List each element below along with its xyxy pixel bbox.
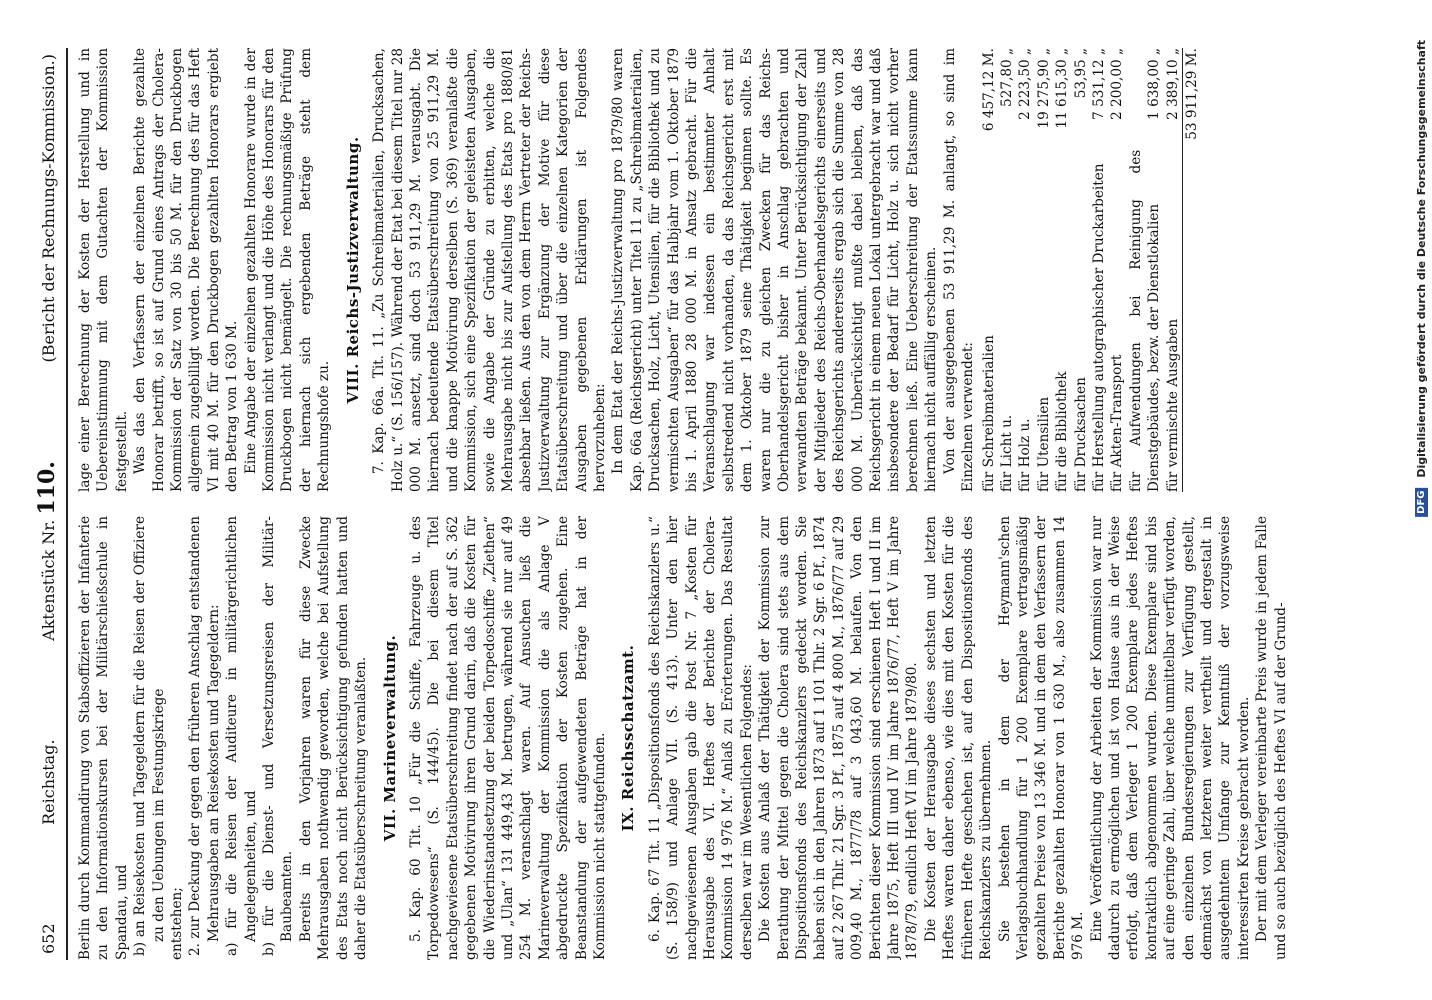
total-row: [1182, 48, 1201, 492]
section-heading: IX. Reichsschatzamt.: [619, 644, 638, 832]
side-credit: [1415, 40, 1428, 517]
row-value: 1 638,00 „: [1146, 48, 1163, 120]
row-label: für Drucksachen: [1072, 377, 1089, 492]
paragraph: Der mit dem Verleger vereinbarte Preis wurde in jedem Falle und so auch bezüglich des Heftes VI auf der Grund-: [1254, 516, 1289, 960]
header-left: Reichstag.: [39, 739, 58, 825]
total-spacer: [1182, 150, 1201, 492]
header-right: (Bericht der Rechnungs-Kommission.): [39, 54, 58, 363]
row-value: 53,95 „: [1072, 48, 1089, 99]
row-value: 2 223,50 „: [1017, 48, 1034, 120]
paragraph: Berlin durch Kommandirung von Stabsoffizieren der Infanterie zu den Informationskursen bei der Militärschießschule in Spandau, und: [77, 516, 130, 960]
paragraph: Die Kosten aus Anlaß der Thätigkeit der Kommission zur Berathung der Mittel gegen die Cholera sind stets aus dem Dispositionsfonds des Reichskanzlers gedeckt worden. Sie haben sich in den Jahren 1873 auf 1 101 Thlr. 2 Sgr. 6 Pf., 1874 auf 2 267 Thlr. 21 Sgr. 3 Pf., 1875 auf 4 800 M., 1876/77 auf 29 009,40 M., 1877/78 auf 3 043,60 M. belaufen. Von den Berichten dieser Kommission sind erschienen Heft I und II im Jahre 1875, Heft III und IV im Jahre 1876/77, Heft V im Jahre 1878/79, endlich Heft VI im Jahre 1879/80.: [757, 516, 921, 960]
right-column: [76, 48, 1376, 492]
table-row: [1016, 48, 1034, 492]
credit-text: Digitalisierung gefördert durch die Deutsche Forschungsgemeinschaft: [1415, 40, 1428, 478]
paragraph: Eine Angabe der einzelnen gezahlten Honorare wurde in der Kommission nicht verlangt und die Höhe des Honorars für den Druckbogen nicht bemängelt. Die rechnungsmäßige Prüfung der hiernach sich ergebenden Beträge steht dem Rechnungshofe zu.: [242, 48, 333, 492]
row-label: für vermischte Ausgaben: [1164, 318, 1181, 492]
row-label: für die Bibliothek: [1054, 371, 1071, 492]
paragraph: Sie bestehen in dem der Heymann'schen Verlagsbuchhandlung für 1 200 Exemplare vertragsmäßig gezahlten Preise von 13 346 M. und in dem den Verfassern der Berichte gezahlten Honorar von 1 630 M., also zusammen 14 976 M.: [996, 516, 1087, 960]
paragraph: Von der ausgegebenen 53 911,29 M. anlangt, so sind im Einzelnen verwendet:: [941, 48, 977, 492]
row-value: 7 531,12 „: [1090, 48, 1107, 120]
list-item: b) an Reisekosten und Tagegeldern für die Reisen der Offiziere zu den Uebungen im Festungskriege: [132, 516, 167, 956]
header-center-number: 110.: [34, 461, 60, 515]
table-row: [1127, 48, 1164, 492]
row-label: für Schreibmaterialien: [980, 335, 997, 492]
row-label: für Licht u.: [998, 414, 1015, 492]
table-row: [1164, 48, 1183, 492]
section-heading: VIII. Reichs-Justizverwaltung.: [343, 136, 362, 404]
paragraph: Eine Veröffentlichung der Arbeiten der Kommission war nur dadurch zu ermöglichen und ist von Hause aus in der Weise erfolgt, daß dem Verleger 1 200 Exemplare jedes Heftes kontraktlich abgenommen wurden. Diese Exemplare sind bis auf eine geringe Zahl, über welche unmittelbar verfügt worden, den einzelnen Bundesregierungen zur Verfügung gestellt, demnächst von letzteren weiter vertheilt und dergestalt in ausgedehntem Umfange zur Kenntniß der vorzugsweise interessirten Kreise gebracht worden.: [1088, 516, 1252, 960]
page-number: 652: [39, 923, 58, 954]
paragraph: Die Kosten der Herausgabe dieses sechsten und letzten Heftes waren daher ebenso, wie dies mit den Kosten für die früheren Hefte geschehen ist, auf den Dispositionsfonds des Reichskanzlers zu übernehmen.: [922, 516, 995, 960]
table-row: [1108, 48, 1126, 492]
table-row: [980, 48, 998, 492]
row-label: für Holz u.: [1017, 418, 1034, 492]
list-item: b) für die Dienst- und Versetzungsreisen der Militär-Baubeamten.: [261, 516, 296, 956]
paragraph: Was das den Verfassern der einzelnen Berichte gezahlte Honorar betrifft, so ist auf Grund eines Antrags der Cholera-Kommission der Satz von 30 bis 50 M. für den Druckbogen allgemein zugebilligt worden. Die Berechnung des für das Heft VI mit 40 M. für den Druckbogen gezahlten Honorars ergiebt den Betrag von 1 630 M.: [132, 48, 241, 492]
row-value: 2 200,00 „: [1109, 48, 1126, 120]
table-row: [1035, 48, 1053, 492]
paragraph: 5. Kap. 60 Tit. 10 „Für die Schiffe, Fahrzeuge u. des Torpedowesens“ (S. 144/45). Die bei diesem Titel nachgewiesene Etatsüberschreitung findet nach der auf S. 362 gegebenen Motivirung ihren Grund darin, daß die Kosten für die Wiederinstandsetzung der beiden Torpedoschiffe „Ziethen“ und „Ulan“ 131 449,43 M. betrugen, während sie nur auf 49 254 M. veranschlagt waren. Auf Ansuchen ließ die Marineverwaltung der Kommission die als Anlage V abgedruckte Spezifikation der Kosten zugehen. Eine Beanstandung der aufgewendeten Beträge hat in der Kommission nicht stattgefunden.: [407, 516, 608, 960]
paragraph: entstehen;: [169, 887, 186, 960]
table-row: [1072, 48, 1090, 492]
section-heading: VII. Marineverwaltung.: [380, 634, 399, 842]
header-center-label: Aktenstück Nr.: [39, 519, 58, 641]
row-label: für Herstellung autographischer Druckarbeiten: [1090, 163, 1107, 492]
row-label: für Aufwendungen bei Reinigung des Dienstgebäudes, bezw. der Dienstlokalien: [1127, 149, 1163, 492]
row-value: 11 615,30 „: [1054, 48, 1071, 129]
list-item: 2. zur Deckung der gegen den früheren Anschlag entstandenen Mehrausgaben an Reisekosten und Tagegeldern:: [187, 516, 222, 956]
running-head: [34, 48, 68, 960]
paragraph: lage einer Berechnung der Kosten der Herstellung und in Uebereinstimmung mit dem Gutachten der Kommission festgestellt.: [77, 48, 130, 492]
table-row: [1090, 48, 1108, 492]
row-label: für Utensilien: [1035, 396, 1052, 492]
header-center: [34, 461, 60, 641]
paragraph: 6. Kap. 67 Tit. 11 „Dispositionsfonds des Reichskanzlers u.“ (S. 158/9) und Anlage VII. (S. 413). Unter den hier nachgewiesenen Ausgaben gab die Post Nr. 7 „Kosten für Herausgabe des VI. Heftes der Berichte der Cholera-Kommission 14 976 M.“ Anlaß zu Erörterungen. Das Resultat derselben war im Wesentlichen Folgendes:: [646, 516, 755, 960]
expense-table: [980, 48, 1202, 492]
left-column: [76, 516, 1376, 960]
paragraph: Bereits in den Vorjahren waren für diese Zwecke Mehrausgaben nothwendig geworden, welche bei Aufstellung des Etats noch nicht Berücksichtigung gefunden hatten und daher die Etatsüberschreitung veranlaßten.: [297, 516, 370, 960]
text-columns: [76, 48, 1376, 960]
row-label: für Akten-Transport: [1109, 354, 1126, 492]
table-row: [1053, 48, 1071, 492]
dfg-logo: DFG: [1415, 488, 1428, 517]
paragraph: 7. Kap. 66a. Tit. 11. „Zu Schreibmaterialien, Drucksachen, Holz u.“ (S. 156/157). Während der Etat bei diesem Titel nur 28 000 M. ansetzt, sind doch 53 911,29 M. verausgabt. Die hiernach bedeutende Etatsüberschreitung von 25 911,29 M. und die knappe Motivirung derselben (S. 369) veranlaßte die Kommission, sich eine Spezifikation der geleisteten Ausgaben, sowie die Angabe der Gründe zu erbitten, welche die Mehrausgabe nicht bis zur Aufstellung des Etats pro 1880/81 absehbar ließen. Aus den von dem Herrn Vertreter der Reichs-Justizverwaltung zur Ergänzung der Motive für diese Etatsüberschreitung und über die einzelnen Kategorien der Ausgaben gegebenen Erklärungen ist Folgendes hervorzuheben:: [371, 48, 608, 492]
list-item: a) für die Reisen der Auditeure in militärgerichtlichen Angelegenheiten, und: [224, 516, 259, 956]
row-value: 2 389,10 „: [1164, 48, 1181, 120]
row-value: 6 457,12 M.: [980, 48, 997, 132]
table-row: [998, 48, 1016, 492]
paragraph: In dem Etat der Reichs-Justizverwaltung pro 1879/80 waren Kap. 66a (Reichsgericht) unter Titel 11 zu „Schreibmaterialien, Drucksachen, Holz, Licht, Utensilien, für die Bibliothek und zu vermischten Ausgaben“ für das Halbjahr vom 1. Oktober 1879 bis 1. April 1880 28 000 M. in Ansatz gebracht. Für die Veranschlagung war indessen ein bestimmter Anhalt selbstredend nicht vorhanden, da das Reichsgericht erst mit dem 1. Oktober 1879 seine Thätigkeit beginnen sollte. Es waren nur die zu gleichen Zwecken für das Reichs-Oberhandelsgericht bisher in Anschlag gebrachten und verwandten Beträge bekannt. Unter Berücksichtigung der Zahl der Mitglieder des Reichs-Oberhandelsgerichts einerseits und des Reichsgerichts andererseits ergab sich die Summe von 28 000 M. Unberücksichtigt mußte dabei bleiben, daß das Reichsgericht in einem neuen Lokal untergebracht war und daß insbesondere der Bedarf für Licht, Holz u. sich nicht vorher berechnen ließ. Eine Ueberschreitung der Etatssumme kann hiernach nicht auffällig erscheinen.: [610, 48, 940, 492]
total-value: 53 911,29 M.: [1182, 48, 1201, 150]
row-value: 19 275,90 „: [1035, 48, 1052, 129]
row-value: 527,80 „: [998, 48, 1015, 107]
